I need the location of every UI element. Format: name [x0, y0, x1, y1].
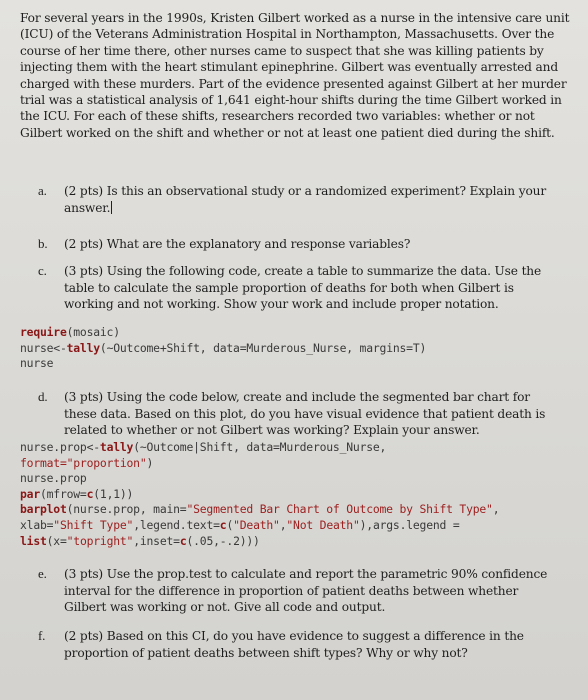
- question-a-letter: a.: [38, 183, 47, 198]
- problem-intro: For several years in the 1990s, Kristen Gilbert worked as a nurse in the intensive care unit (ICU) of the Veterans Administration Hospital in Northampton, Massachusetts. Over the course of her time there, other nurses came to suspect that she was killing patients by injecting them with the heart stimulant epinephrine. Gilbert was eventually arrested and charged with these murders. Part of the evidence presented against Gilbert at her murder trial was a statistical analysis of 1,641 eight-hour shifts during the time Gilbert worked in the ICU. For each of these shifts, researchers recorded two variables: whether or not Gilbert worked on the shift and whether or not at least one patient died during the shift.: [20, 11, 570, 140]
- code-line: barplot(nurse.prop, main="Segmented Bar Chart of Outcome by Shift Type",: [20, 502, 500, 517]
- question-e-text: (3 pts) Use the prop.test to calculate and report the parametric 90% confidence interval for the difference in proportion of patient deaths between whether Gilbert was working or not. Give all code and output.: [64, 567, 548, 615]
- question-c-text: (3 pts) Using the following code, create a table to summarize the data. Use the table to calculate the sample proportion of deaths for both when Gilbert is working and not working. Show your work and include proper notation.: [64, 264, 542, 312]
- question-e-letter: e.: [38, 566, 47, 581]
- question-d-text: (3 pts) Using the code below, create and include the segmented bar chart for these data. Based on this plot, do you have visual evidence that patient death is related to whether or not Gilbert was working? Explain your answer.: [64, 390, 546, 438]
- code-line: format="proportion"): [20, 455, 154, 470]
- code-line: nurse: [20, 356, 54, 371]
- question-b-text: (2 pts) What are the explanatory and response variables?: [64, 237, 411, 251]
- question-d-letter: d.: [38, 389, 48, 404]
- code-block-c: [20, 325, 426, 372]
- question-f-text: (2 pts) Based on this CI, do you have evidence to suggest a difference in the proportion of patient deaths between shift types? Why or why not?: [64, 629, 524, 660]
- code-line: require(mosaic): [20, 325, 120, 339]
- question-b-letter: b.: [38, 236, 48, 251]
- code-line: nurse.prop<-tally(~Outcome|Shift, data=Murderous_Nurse,: [20, 440, 387, 454]
- question-a-text: (2 pts) Is this an observational study or a randomized experiment? Explain your answer.: [64, 184, 547, 215]
- code-block-d: [20, 440, 499, 549]
- question-f-letter: f.: [38, 628, 46, 643]
- question-c-letter: c.: [38, 263, 47, 278]
- code-line: nurse.prop: [20, 471, 87, 486]
- code-line: par(mfrow=c(1,1)): [20, 486, 134, 501]
- text-cursor: [111, 201, 112, 214]
- code-line: nurse<-tally(~Outcome+Shift, data=Murderous_Nurse, margins=T): [20, 340, 427, 355]
- code-line: xlab="Shift Type",legend.text=c("Death","Not Death"),args.legend =: [20, 517, 460, 532]
- code-line: list(x="topright",inset=c(.05,-.2))): [20, 533, 260, 548]
